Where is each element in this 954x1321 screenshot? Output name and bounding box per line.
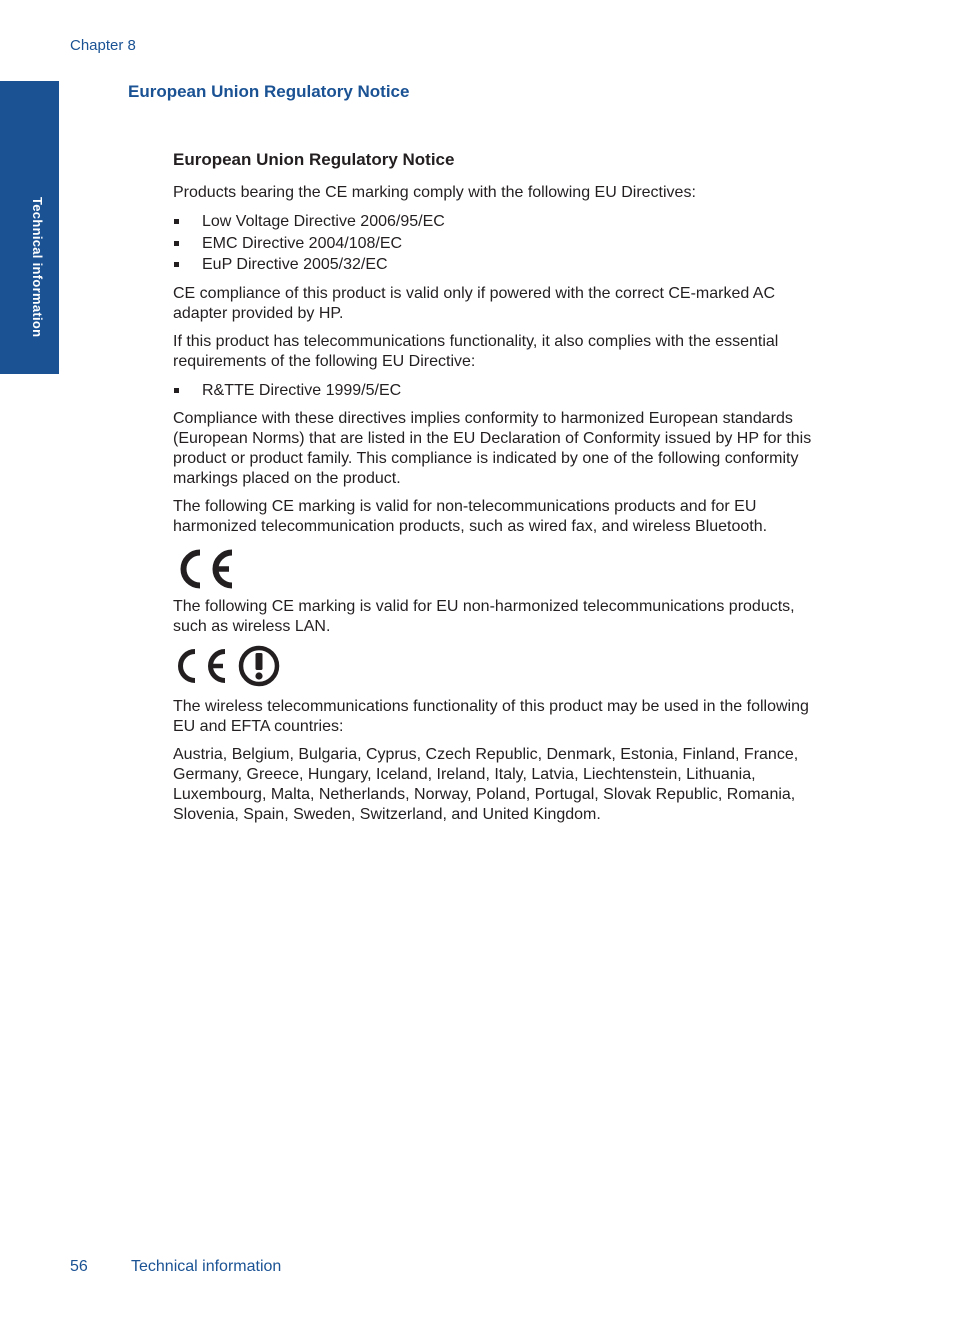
main-content (173, 149, 813, 833)
ce-mark-icon (173, 545, 237, 593)
intro-paragraph: Products bearing the CE marking comply with the following EU Directives: (173, 184, 696, 201)
page-number: 56 (70, 1258, 88, 1275)
chapter-label: Chapter 8 (70, 37, 136, 54)
telecom-intro-paragraph: If this product has telecommunications functionality, it also complies with the essential requirements of the following EU Directive: (173, 332, 779, 370)
ce-non-harmonized-paragraph: The following CE marking is valid for EU non-harmonized telecommunications products, such as wireless LAN. (173, 598, 795, 635)
ce-compliance-paragraph: CE compliance of this product is valid only if powered with the correct CE-marked AC adapter provided by HP. (173, 284, 776, 322)
ce-alert-mark-icon (173, 645, 285, 691)
countries-paragraph: Austria, Belgium, Bulgaria, Cyprus, Czech Republic, Denmark, Estonia, Finland, France, Germany, Greece, Hungary, Iceland, Ireland, Italy, Latvia, Liechtenstein, Lithuania, Luxembourg, Malta, Netherlands, Norway, Poland, Portugal, Slovak Republic, Romania, Slovenia, Spain, Sweden, Switzerland, and United Kingdom. (173, 746, 799, 823)
footer-label: Technical information (131, 1258, 282, 1275)
section-title: European Union Regulatory Notice (128, 82, 410, 101)
list-item: Low Voltage Directive 2006/95/EC (173, 211, 813, 233)
subsection-title: European Union Regulatory Notice (173, 150, 455, 169)
ce-harmonized-paragraph: The following CE marking is valid for non-telecommunications products and for EU harmonized telecommunication products, such as wired fax, and wireless Bluetooth. (173, 498, 768, 535)
side-tab-label: Technical information (30, 197, 45, 338)
wireless-usage-paragraph: The wireless telecommunications functionality of this product may be used in the following EU and EFTA countries: (173, 698, 809, 735)
list-item: EMC Directive 2004/108/EC (173, 233, 813, 255)
directives-list (173, 211, 813, 276)
list-item: R&TTE Directive 1999/5/EC (173, 380, 813, 402)
list-item: EuP Directive 2005/32/EC (173, 254, 813, 276)
conformity-paragraph: Compliance with these directives implies conformity to harmonized European standards (European Norms) that are listed in the EU Declaration of Conformity issued by HP for this product or product family. This compliance is indicated by one of the following conformity markings placed on the product. (173, 410, 812, 487)
telecom-directives-list (173, 380, 813, 402)
